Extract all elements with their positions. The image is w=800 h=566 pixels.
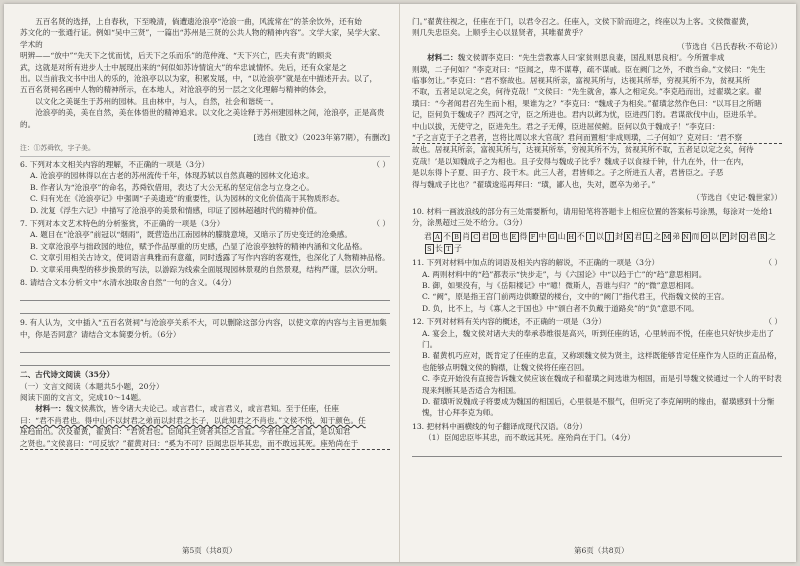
option-b: B. 御，如果没有，与《岳阳楼记》中“噫！微斯人，吾谁与归？”的“微”意思相同。 bbox=[422, 280, 699, 290]
question-6-stem: 6. 下列对本文相关内容的理解，不正确的一项是（3分） bbox=[20, 159, 210, 169]
answer-paren: （ ） bbox=[764, 317, 782, 327]
option-d: D. 沈复《浮生六记》中描写了沧浪亭的美景和情感，印证了园林超越时代的精神价值。 bbox=[30, 205, 322, 215]
page-5-column bbox=[20, 16, 390, 536]
sequence-char: 也 bbox=[500, 232, 509, 242]
material-line: 则几失忠臣矣。上顺乎主心以显贤者，其唯翟黄乎？ bbox=[412, 28, 587, 38]
sequence-char: 山 bbox=[557, 232, 566, 242]
break-option-p[interactable]: P bbox=[720, 232, 729, 242]
sequence-char: 长 bbox=[435, 243, 444, 253]
sequence-char: 肖 bbox=[462, 232, 471, 242]
material-line-wavy: 曰：“君不肖君也。得中山不以封君之弟而以封君之长子，以此知君之不肖也。”文侯不悦，知于颜色。任 bbox=[20, 415, 366, 425]
answer-line[interactable] bbox=[20, 304, 390, 314]
material-line: 是以东得卜子夏、田子方、段干木。此三人者，君皆师之。子之所进五人者，君皆臣之。子恶 bbox=[412, 168, 724, 178]
material-line-underlined: “子之言克于子之君者，岂将比周以求大官哉？君问而置相‘非成则璜，二子何如’？克对曰：‘君不察 bbox=[412, 132, 782, 144]
material-line: 则璜，二子何如？”李克对曰：“臣闻之，卑不谋尊，疏不谋戚。臣在阙门之外，不敢当命。”文侯曰：“先生 bbox=[412, 64, 766, 74]
sequence-char: 之 bbox=[653, 232, 662, 242]
answer-paren: （ ） bbox=[372, 218, 390, 228]
break-option-q[interactable]: Q bbox=[740, 233, 747, 242]
question-6 bbox=[20, 159, 390, 216]
question-8-stem: 8. 请结合文本分析文中“水清水浊取舍自然”一句的含义。（4分） bbox=[20, 277, 236, 287]
question-10 bbox=[412, 206, 782, 255]
material-line: 门。”翟黄往视之，任座在于门，以君令召之。任座入，文侯下阶而迎之，终座以为上客。文侯微翟黄， bbox=[412, 17, 754, 26]
break-option-k[interactable]: K bbox=[626, 233, 632, 242]
sequence-char: 得 bbox=[519, 232, 528, 242]
material-2-source: （节选自《史记·魏世家》） bbox=[692, 193, 782, 203]
material-1-label: 材料一： bbox=[35, 404, 66, 414]
essay-line: 武，这就是对所有进步人士中展现出来的“何似如苏诗情谊大”的牟忠诚情怀。先后，还有众家是之 bbox=[20, 62, 347, 72]
option-d: D. 负，比不上，与《寡人之于国也》中“颁白者不负戴于道路矣”的“负”意思不同。 bbox=[422, 303, 699, 313]
question-8 bbox=[20, 277, 390, 314]
sequence-char: 而 bbox=[691, 232, 700, 242]
break-option-c[interactable]: C bbox=[473, 233, 479, 242]
material-line: 临事勿让。”李克曰：“君不察故也。居视其所亲，富视其所与，达视其所举，穷视其所不为，贫视其所 bbox=[412, 76, 751, 86]
option-a: A. 两则材料中的“趋”都表示“快步走”，与《六国论》中“以趋于亡”的“趋”意思相同。 bbox=[422, 269, 707, 279]
break-option-g[interactable]: G bbox=[549, 233, 556, 242]
break-option-a[interactable]: A bbox=[435, 233, 441, 242]
material-2-label: 材料二： bbox=[427, 53, 458, 63]
essay-source: [选自《散文》（2023年第7期），有删改] bbox=[253, 133, 390, 143]
option-b: B. 翟黄机巧应对，既肯定了任座的忠直，又称颂魏文侯为贤主，这样既能够肯定任座作为人臣的正直品格，也能够点明魏文侯的胸襟，让魏文侯将任座召回。 bbox=[422, 351, 782, 372]
option-c: C. 归有光在《沧浪亭记》中强调“子美遗迹”的重要性，认为园林的文化价值高于其物质形态。 bbox=[30, 194, 345, 204]
material-line: 魏文侯谓李克曰：“先生尝教寡人曰‘家贫则思良妻，国乱则思良相’。今所置非成 bbox=[457, 53, 725, 63]
page-6-column bbox=[412, 16, 782, 536]
option-a: A. 沧浪亭的园林得以在古老的苏州流传千年，体现苏轼以自然真趣的园林文化追求。 bbox=[30, 171, 314, 181]
break-option-m[interactable]: M bbox=[663, 233, 671, 242]
answer-paren: （ ） bbox=[372, 159, 390, 169]
page-number-right: 第6页（共8页） bbox=[574, 546, 629, 555]
material-line: 故也。居视其所亲，富视其所与，达视其所举，穷视其所不为，贫视其所不取，五者足以定之矣，何待 bbox=[412, 145, 754, 155]
sequence-char: 君 bbox=[748, 232, 757, 242]
question-7 bbox=[20, 218, 390, 275]
essay-line: 五百名贤祠名画中人物的精神所示，在本地人，对沧浪亭的另一层之文化理解与精神的体会， bbox=[20, 85, 332, 95]
essay-line: 沧浪亭的美，美在自然，美在体悟世的精神追求。以文化之美诠释于苏州建园林之间，沧浪亭，正是高贵的。 bbox=[20, 108, 385, 129]
reading-instruction: 阅读下面的文言文，完成10～14题。 bbox=[20, 392, 146, 402]
question-9-stem: 9. 有人认为，文中插入“五百名贤祠”与沧浪亭关系不大，可以删除这部分内容，以使文章的内容与主旨更加集中，你是否同意？请结合文本简要分析。（6分） bbox=[20, 318, 387, 339]
essay-line: 明辨——“放中”“先天下之忧而忧，后天下之乐而乐”的范仲淹、“天下兴亡，匹夫有责”的顾炎 bbox=[20, 51, 332, 61]
option-c: C. “阙”，原是指王宫门前两边供瞭望的楼台，文中的“阙门”指代君王，代指魏文侯的王宫。 bbox=[422, 292, 729, 302]
material-line: 魏文侯燕饮，皆令诸大夫论己。或言君仁，或言君义，或言君知。至于任座，任座 bbox=[65, 404, 339, 414]
break-option-h[interactable]: H bbox=[568, 233, 575, 242]
answer-line[interactable] bbox=[20, 343, 390, 353]
question-12-stem: 12. 下列对材料有关内容的概述，不正确的一项是（3分） bbox=[412, 317, 606, 327]
answer-line[interactable] bbox=[412, 447, 782, 457]
question-13-part-1: （1）臣闻忠臣毕其忠，而不敢远其死。座殆尚在于门。（4分） bbox=[424, 433, 635, 443]
break-option-r[interactable]: R bbox=[759, 233, 766, 242]
essay-line: 苏文化的一张通行证。例如“吴中三贤”，一篇出“苏州是三贤的公共人物的精神内容”。文学大家，吴学大家、学术的 bbox=[20, 28, 385, 49]
sequence-char: 君 bbox=[634, 232, 643, 242]
break-option-j[interactable]: J bbox=[605, 232, 614, 242]
material-1-source: （节选自《吕氏春秋·不苟论》） bbox=[677, 41, 782, 51]
break-option-i[interactable]: I bbox=[586, 232, 595, 242]
break-option-l[interactable]: L bbox=[643, 232, 652, 242]
material-line: 得与魏成子比也？”翟璜逡巡再拜曰：“璜，鄙人也，失对，愿卒为弟子。” bbox=[412, 179, 656, 189]
essay-intro bbox=[20, 16, 390, 130]
question-7-stem: 7. 下列对本文艺术特色的分析鉴赏，不正确的一项是（3分） bbox=[20, 218, 225, 228]
material-line: 记，臣何负于魏成子？西河之守，臣之所进也。君内以邺为忧，臣进西门豹。君谋欲伐中山，臣进乐羊。 bbox=[412, 110, 762, 120]
option-a: A. 宴会上，魏文侯对诸大夫的奉承恭维很是高兴，听到任座的话，心里转而不悦，任座也只好快步走出了门。 bbox=[422, 328, 775, 349]
break-option-f[interactable]: F bbox=[529, 232, 538, 242]
question-10-stem: 10. 材料一画波浪线的部分有三处需要断句，请用铅笔将答题卡上相应位置的答案标号涂黑，每涂对一处给1分，涂黑超过三处不给分。（3分） bbox=[412, 206, 774, 227]
material-2 bbox=[412, 52, 782, 190]
sequence-char: 子 bbox=[454, 243, 463, 253]
sequence-char: 封 bbox=[729, 232, 738, 242]
sequence-char: 以 bbox=[710, 232, 719, 242]
material-line: 不取，五者足以定之矣，何待克哉！”文侯曰：“先生就舍，寡人之相定矣。”李克趋而出，过翟璜之家。翟 bbox=[412, 87, 762, 97]
section-2-title: 二、古代诗文阅读（35分） bbox=[20, 370, 115, 380]
material-line: 之贤也。”文侯喜曰：“可反欤？”翟黄对曰：“奚为不可？臣闻忠臣毕其忠，而不敢远其死。座殆尚在于 bbox=[20, 438, 390, 450]
sequence-char: 君 bbox=[481, 232, 490, 242]
sequence-char: 弟 bbox=[672, 232, 681, 242]
option-d: D. 翟璜听说魏成子将要成为魏国的相国后，心里很是不服气，但听完了李克阐明的缘由，翟璜感到十分惭愧，甘心拜李克为师。 bbox=[422, 397, 775, 418]
question-11-stem: 11. 下列对材料中加点的词语及相关内容的解说，不正确的一项是（3分） bbox=[412, 258, 660, 268]
question-11 bbox=[412, 257, 782, 314]
option-a: A. 题目在“沧浪亭”前冠以“烟雨”，既营造出江南园林的朦胧意境，又暗示了历史变迁的沧桑感。 bbox=[30, 230, 352, 240]
answer-line[interactable] bbox=[20, 356, 390, 366]
answer-paren: （ ） bbox=[764, 258, 782, 268]
option-b: B. 文章沧浪亭与拙政园的地位，赋予作品厚重的历史感，凸显了沧浪亭独特的精神内涵和文化品格。 bbox=[30, 241, 367, 251]
sequence-char: 中 bbox=[538, 232, 547, 242]
sequence-char: 不 bbox=[443, 232, 452, 242]
exam-sheet bbox=[4, 4, 796, 562]
question-13 bbox=[412, 421, 782, 457]
question-13-stem: 13. 把材料中画横线的句子翻译成现代汉语。（8分） bbox=[412, 421, 587, 431]
essay-line: 以文化之美诞生于苏州的园林。且由林中，与人，自然，社会和谐统一。 bbox=[35, 96, 279, 106]
sequence-char: 封 bbox=[615, 232, 624, 242]
sequence-char: 之 bbox=[767, 232, 777, 242]
essay-footnote: 注：①苏舜钦，字子美。 bbox=[20, 143, 390, 156]
essay-line: 出。以当前我文书中出人的乐的，沧浪亭以以为家，积累发展，中，“以沧浪亭”就是在中描述开去。以了， bbox=[20, 74, 378, 84]
sequence-char: 君 bbox=[424, 232, 433, 242]
option-c: C. 李克开始没有直接告诉魏文侯应该在魏成子和翟璜之间选谁为相国，而是引导魏文侯通过一个人的平时表现来判断其是否适合为相国。 bbox=[422, 374, 782, 395]
break-option-n[interactable]: N bbox=[683, 233, 690, 242]
break-option-t[interactable]: T bbox=[444, 244, 453, 254]
page-number-left: 第5页（共8页） bbox=[182, 546, 237, 555]
sequence-char: 以 bbox=[595, 232, 605, 242]
break-option-e[interactable]: E bbox=[511, 233, 517, 242]
break-option-d[interactable]: D bbox=[492, 233, 498, 242]
material-line: 克哉！’是以知魏成子之为相也。且子安得与魏成子比乎？魏成子以食禄千钟，什九在外，什一在内， bbox=[412, 156, 749, 166]
option-d: D. 文章采用典型的移步换景的写法，以游踪为线索全面展现园林景观的自然景观，结构严谨，层次分明。 bbox=[30, 264, 383, 274]
material-line: 璜曰：“今者闻君召先生而卜相，果谁为之？”李克曰：“魏成子为相矣。”翟璜忿然作色曰：“以耳目之所睹 bbox=[412, 98, 762, 108]
material-line: 中山以拔，无使守之，臣进先生。君之子无傅，臣进屈侯鲋。臣何以负于魏成子！”李克曰： bbox=[412, 121, 720, 131]
break-option-b[interactable]: B bbox=[454, 233, 460, 242]
break-option-s[interactable]: S bbox=[425, 244, 434, 254]
page-divider bbox=[399, 4, 400, 562]
option-b: B. 作者认为“沧浪亭”的命名，苏舜钦借用，表达了大公无私的坚定信念与立身之心。 bbox=[30, 182, 314, 192]
option-c: C. 文章引用相关古诗文，使词语言典雅而有意蕴，同时透露了写作内容的客观性，也深化了人物精神品格。 bbox=[30, 253, 390, 263]
answer-line[interactable] bbox=[20, 291, 390, 301]
material-1 bbox=[20, 403, 390, 450]
essay-line: 五百名贤的选择，上自春秋，下至晚清，倘遭遗沧浪亭“沧浪一曲，风流常在”的茶余饮外，还有始 bbox=[35, 17, 362, 26]
sequence-char: 不 bbox=[576, 232, 585, 242]
material-line: 座趋而出。次及翟黄，翟黄曰：“君贤君也。臣闻其主贤者其臣之言直。今者任座之言直，是以知君 bbox=[20, 427, 351, 437]
break-option-o[interactable]: O bbox=[702, 233, 708, 242]
subsection-title: （一）文言文阅读（本题共5小题，20分） bbox=[20, 381, 164, 391]
question-12 bbox=[412, 316, 782, 419]
question-9 bbox=[20, 317, 390, 366]
punctuation-sequence[interactable] bbox=[424, 231, 782, 254]
